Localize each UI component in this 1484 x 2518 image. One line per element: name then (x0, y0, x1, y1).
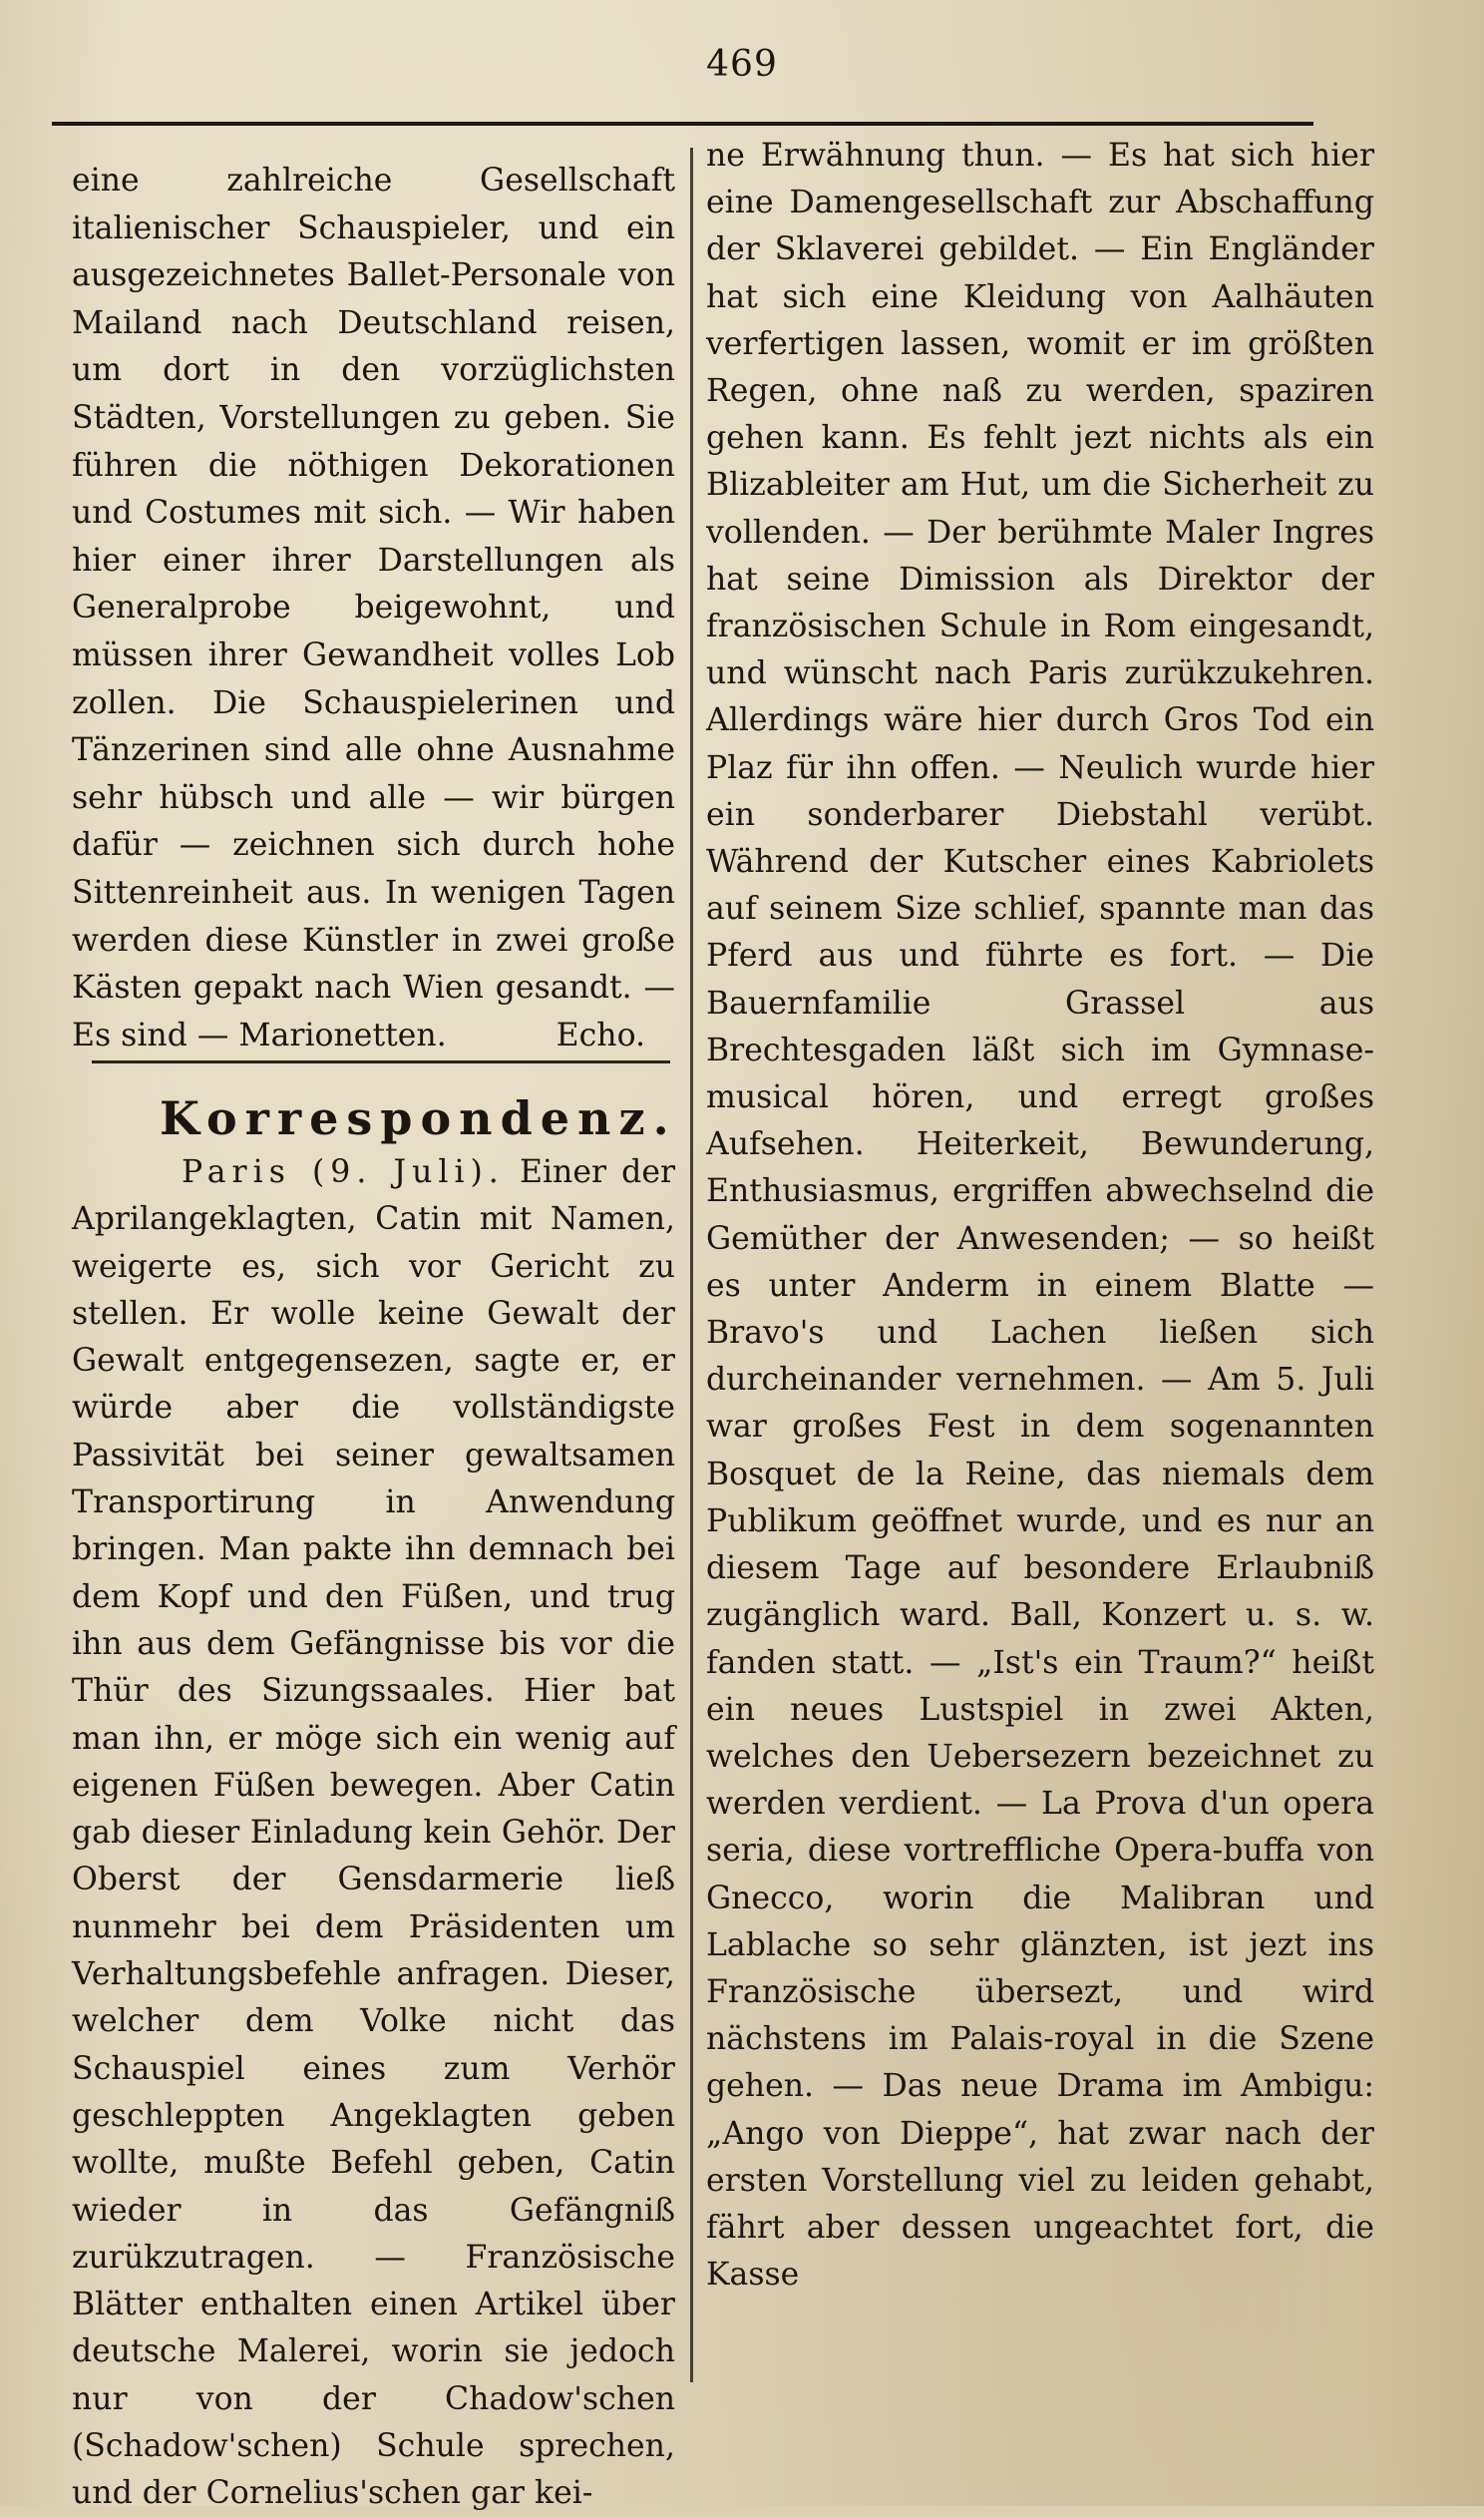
article-paragraph (72, 158, 675, 1059)
right-column (706, 133, 1374, 2299)
article-text: eine zahlreiche Gesellschaft italienischer Schauspieler, und ein ausgezeichnetes Ballet-Personale von Mailand nach Deutschland reisen, um dort in den vorzüglichsten Städten, Vorstellungen zu geben. Sie führen die nöthigen Dekorationen und Costumes mit sich. — Wir haben hier einer ihrer Darstellungen als Generalprobe beigewohnt, und müssen ihrer Gewandheit volles Lob zollen. Die Schauspielerinen und Tänzerinen sind alle ohne Ausnahme sehr hübsch und alle — wir bürgen dafür — zeichnen sich durch hohe Sittenreinheit aus. In wenigen Tagen werden diese Künstler in zwei große Kästen gepakt nach Wien gesandt. — Es sind — Marionetten. (72, 163, 675, 1053)
right-column-text: ne Erwähnung thun. — Es hat sich hier eine Damengesellschaft zur Abschaffung der Sklaverei gebildet. — Ein Engländer hat sich eine Kleidung von Aalhäuten verfertigen lassen, womit er im größten Regen, ohne naß zu werden, spaziren gehen kann. Es fehlt jezt nichts als ein Blizableiter am Hut, um die Sicherheit zu vollenden. — Der berühmte Maler Ingres hat seine Dimission als Direktor der französischen Schule in Rom eingesandt, und wünscht nach Paris zurükzukehren. Allerdings wäre hier durch Gros Tod ein Plaz für ihn offen. — Neulich wurde hier ein sonderbarer Diebstahl verübt. Während der Kutscher eines Kabriolets auf seinem Size schlief, spannte man das Pferd aus und führte es fort. — Die Bauernfamilie Grassel aus Brechtesgaden läßt sich im Gymnase-musical hören, und erregt großes Aufsehen. Heiterkeit, Bewunderung, Enthusiasmus, ergriffen abwechselnd die Gemüther der Anwesenden; — so heißt es unter Anderm in einem Blatte — Bravo's und Lachen ließen sich durcheinander vernehmen. — Am 5. Juli war großes Fest in dem sogenannten Bosquet de la Reine, das niemals dem Publikum geöffnet wurde, und es nur an diesem Tage auf besondere Erlaubniß zugänglich ward. Ball, Konzert u. s. w. fanden statt. — „Ist's ein Traum?“ heißt ein neues Lustspiel in zwei Akten, welches den Uebersezern bezeichnet zu werden verdient. — La Prova d'un opera seria, diese vortreffliche Opera-buffa von Gnecco, worin die Malibran und Lablache so sehr glänzten, ist jezt ins Französische übersezt, und wird nächstens im Palais-royal in die Szene gehen. — Das neue Drama im Ambigu: „Ango von Dieppe“, hat zwar nach der ersten Vorstellung viel zu leiden gehabt, fährt aber dessen ungeachtet fort, die Kasse (706, 138, 1374, 2294)
left-column-correspondence (72, 1149, 675, 2518)
dateline: Paris (9. Juli). (182, 1154, 505, 1190)
section-separator-rule (92, 1060, 670, 1063)
left-column-continued-article (72, 158, 675, 1059)
article-signature: Echo. (556, 1017, 645, 1053)
section-heading: Korrespondenz. (160, 1091, 677, 1145)
column-divider (690, 148, 693, 2382)
correspondence-paragraph (72, 1149, 675, 2518)
page-number: 469 (706, 44, 778, 85)
header-rule (52, 122, 1313, 126)
correspondence-text: Einer der Aprilangeklagten, Catin mit Namen, weigerte es, sich vor Gericht zu stellen. Er wolle keine Gewalt der Gewalt entgegensezen, sagte er, er würde aber die vollständigste Passivität bei seiner gewaltsamen Transportirung in Anwendung bringen. Man pakte ihn demnach bei dem Kopf und den Füßen, und trug ihn aus dem Gefängnisse bis vor die Thür des Sizungssaales. Hier bat man ihn, er möge sich ein wenig auf eigenen Füßen bewegen. Aber Catin gab dieser Einladung kein Gehör. Der Oberst der Gensdarmerie ließ nunmehr bei dem Präsidenten um Verhaltungsbefehle anfragen. Dieser, welcher dem Volke nicht das Schauspiel eines zum Verhör geschleppten Angeklagten geben wollte, mußte Befehl geben, Catin wieder in das Gefängniß zurükzutragen. — Französische Blätter enthalten einen Artikel über deutsche Malerei, worin sie jedoch nur von der Chadow'schen (Schadow'schen) Schule sprechen, und der Cornelius'schen gar kei- (72, 1154, 676, 2512)
